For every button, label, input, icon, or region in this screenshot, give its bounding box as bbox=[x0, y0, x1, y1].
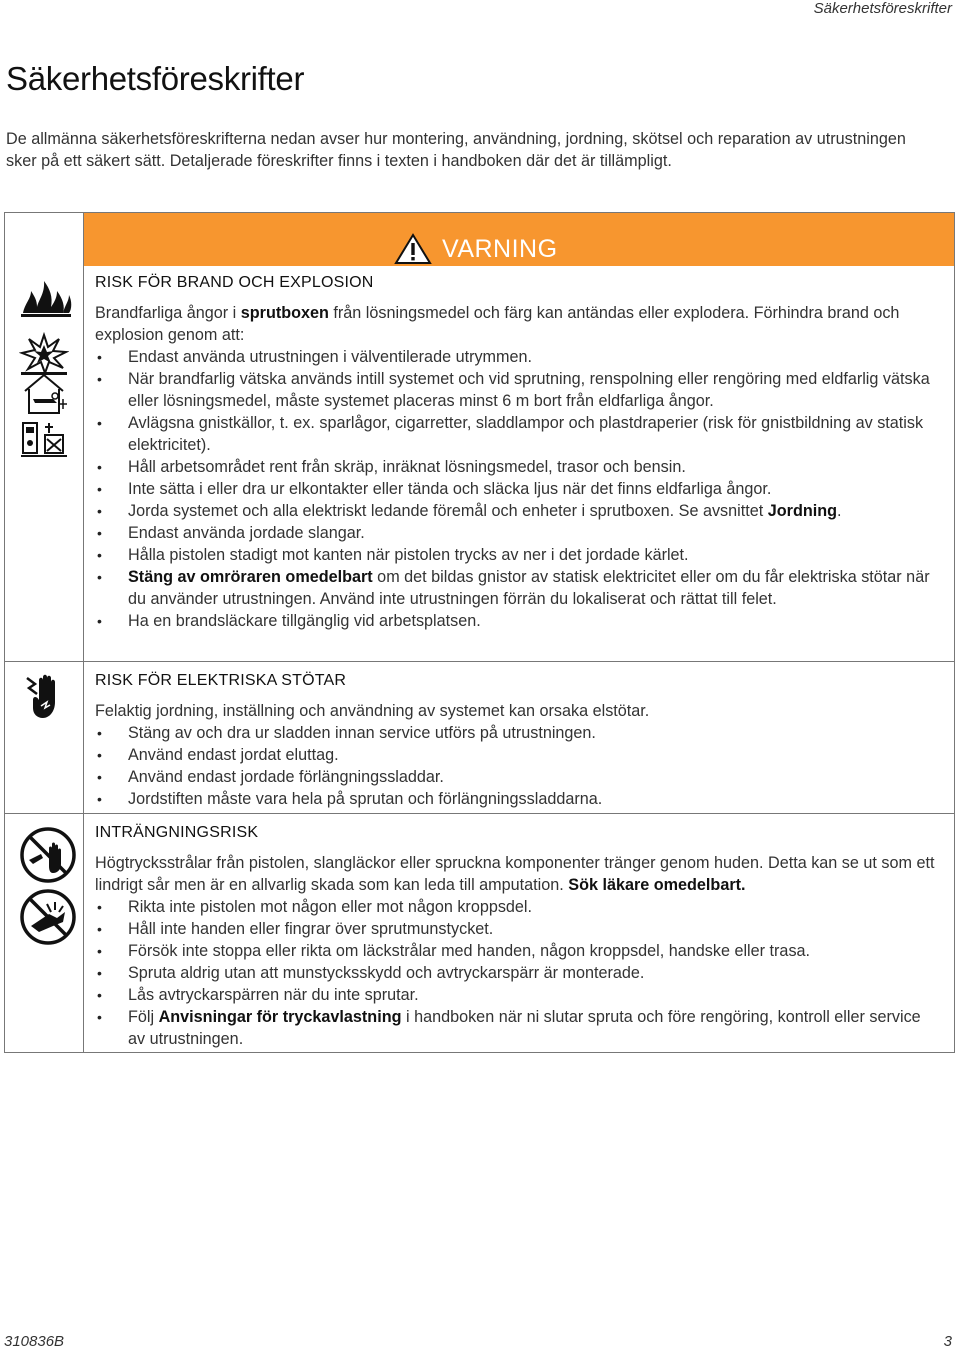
fire-explosion-text bbox=[84, 213, 954, 661]
warning-triangle-icon bbox=[394, 233, 432, 265]
list-item: • Endast använda utrustningen i välventilerade utrymmen. bbox=[95, 346, 942, 368]
injection-icon-column bbox=[5, 814, 84, 1052]
injection-row bbox=[5, 813, 954, 1052]
warning-table bbox=[4, 212, 955, 1053]
list-item: • Lås avtryckarspärren när du inte sprutar. bbox=[95, 984, 942, 1006]
list-item: • Endast använda jordade slangar. bbox=[95, 522, 942, 544]
list-item: • Följ Anvisningar för tryckavlastning i handboken när ni slutar spruta och före rengöring, kontroll eller service av utrustningen. bbox=[95, 1006, 942, 1050]
fire-section-title: RISK FÖR BRAND OCH EXPLOSION bbox=[95, 274, 374, 291]
grounding-equipment-icon bbox=[19, 419, 69, 459]
electric-shock-row bbox=[5, 661, 954, 813]
list-item: • Spruta aldrig utan att munstycksskydd och avtryckarspärr är monterade. bbox=[95, 962, 942, 984]
electric-shock-text bbox=[84, 662, 954, 813]
list-item: • Avlägsna gnistkällor, t. ex. sparlågor, cigarretter, sladdlampor och plastdraperier (risk för gnistbildning av statisk elektricitet). bbox=[95, 412, 942, 456]
injection-section-title: INTRÄNGNINGSRISK bbox=[95, 824, 259, 841]
document-number: 310836B bbox=[4, 1333, 65, 1350]
electric-icon-column bbox=[5, 662, 84, 813]
no-hand-near-nozzle-icon bbox=[19, 826, 77, 884]
electric-shock-icon bbox=[23, 672, 67, 720]
list-item: • Jorda systemet och alla elektriskt ledande föremål och enheter i sprutboxen. Se avsnittet Jordning. bbox=[95, 500, 942, 522]
fire-icon-column bbox=[5, 213, 84, 661]
page-title: Säkerhetsföreskrifter bbox=[6, 60, 305, 97]
no-ignition-house-icon bbox=[19, 369, 69, 417]
running-header: Säkerhetsföreskrifter bbox=[813, 0, 952, 17]
electric-section-intro: Felaktig jordning, inställning och användning av systemet kan orsaka elstötar. bbox=[95, 702, 650, 720]
flammable-icon bbox=[19, 277, 73, 319]
injection-text bbox=[84, 814, 954, 1052]
list-item: • Håll arbetsområdet rent från skräp, inräknat lösningsmedel, trasor och bensin. bbox=[95, 456, 942, 478]
fire-explosion-row bbox=[5, 213, 954, 661]
warning-banner-label: VARNING bbox=[442, 234, 558, 263]
list-item: • Stäng av och dra ur sladden innan service utförs på utrustningen. bbox=[95, 722, 942, 744]
list-item: • Hålla pistolen stadigt mot kanten när pistolen trycks av ner i det jordade kärlet. bbox=[95, 544, 942, 566]
list-item: • Rikta inte pistolen mot någon eller mot någon kroppsdel. bbox=[95, 896, 942, 918]
list-item: • Stäng av omröraren omedelbart om det bildas gnistor av statisk elektricitet eller om du får elektriska stötar när du använder utrustningen. Använd inte utrustningen förrän du lokaliserat och rättat till felet. bbox=[95, 566, 942, 610]
list-item: • Inte sätta i eller dra ur elkontakter eller tända och släcka ljus när det finns eldfarliga ångor. bbox=[95, 478, 942, 500]
list-item: • Jordstiften måste vara hela på sprutan och förlängningssladdarna. bbox=[95, 788, 942, 810]
warning-banner bbox=[84, 213, 954, 266]
page-number: 3 bbox=[943, 1333, 952, 1350]
injection-rules-list bbox=[95, 896, 942, 1050]
fire-rules-list bbox=[95, 346, 942, 632]
fire-section-intro: Brandfarliga ångor i sprutboxen från lösningsmedel och färg kan antändas eller explodera. Förhindra brand och explosion genom att: bbox=[95, 304, 900, 344]
list-item: • Håll inte handen eller fingrar över sprutmunstycket. bbox=[95, 918, 942, 940]
list-item: • När brandfarlig vätska används intill systemet och vid sprutning, renspolning eller rengöring med eldfarlig vätska eller lösningsmedel, måste systemet placeras minst 6 m bort från eldfarliga ångor. bbox=[95, 368, 942, 412]
list-item: • Använd endast jordade förlängningssladdar. bbox=[95, 766, 942, 788]
list-item: • Ha en brandsläckare tillgänglig vid arbetsplatsen. bbox=[95, 610, 942, 632]
injection-section-intro: Högtrycksstrålar från pistolen, slangläckor eller spruckna komponenter tränger genom huden. Detta kan se ut som ett lindrigt sår men är en allvarlig skada som kan leda till amputation. Sök läkare omedelbart. bbox=[95, 854, 935, 894]
no-injection-injury-icon bbox=[19, 888, 77, 946]
electric-section-title: RISK FÖR ELEKTRISKA STÖTAR bbox=[95, 672, 347, 689]
electric-rules-list bbox=[95, 722, 942, 810]
list-item: • Försök inte stoppa eller rikta om läckstrålar med handen, någon kroppsdel, handske eller trasa. bbox=[95, 940, 942, 962]
intro-paragraph: De allmänna säkerhetsföreskrifterna nedan avser hur montering, användning, jordning, skötsel och reparation av utrustningen sker på ett säkert sätt. Detaljerade föreskrifter finns i texten i handboken där det är tillämpligt. bbox=[6, 130, 906, 170]
list-item: • Använd endast jordat eluttag. bbox=[95, 744, 942, 766]
